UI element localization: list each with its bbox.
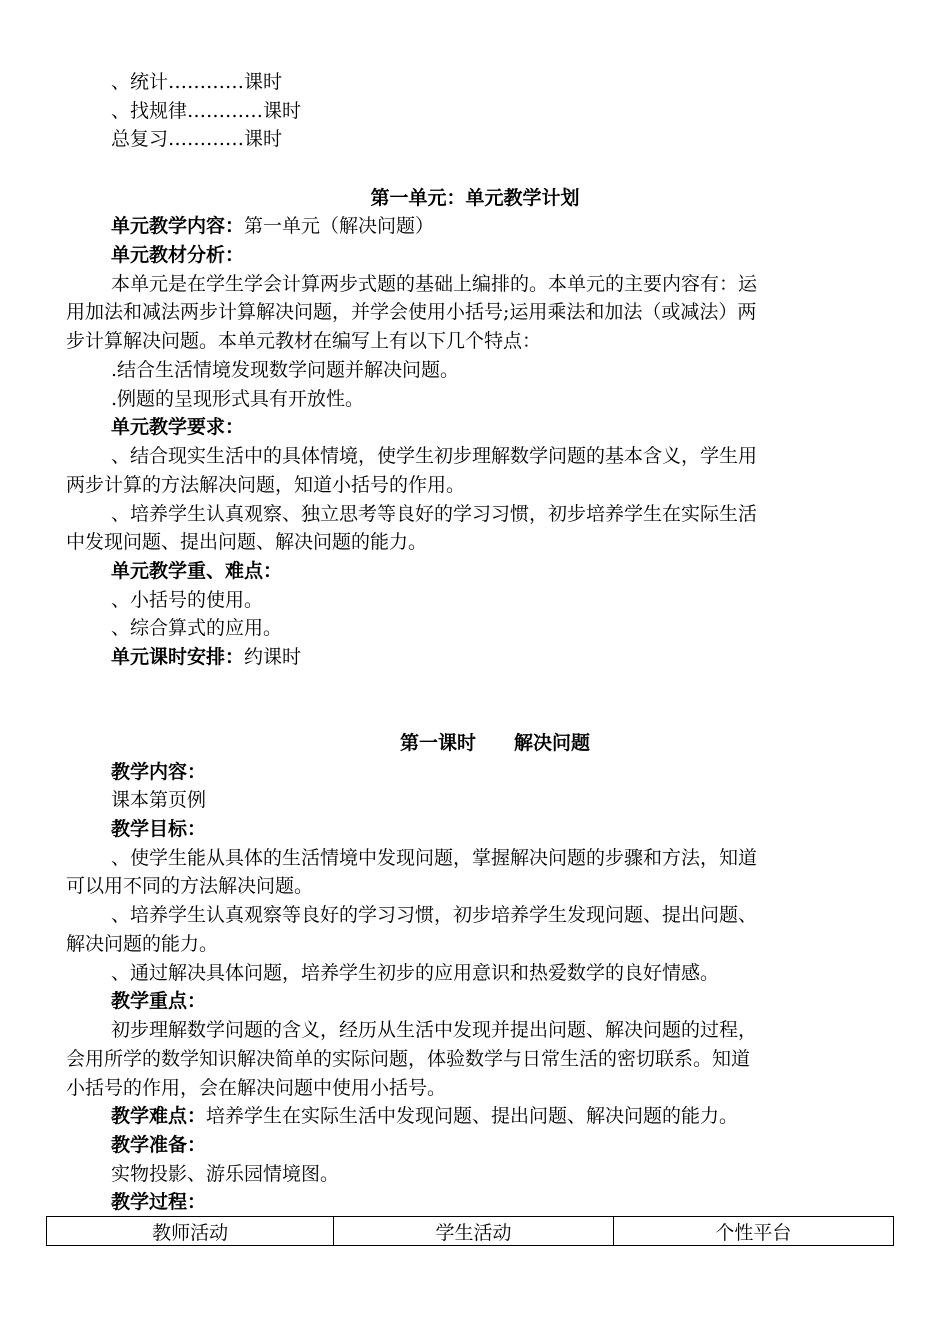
unit-schedule-label: 单元课时安排： <box>111 646 245 668</box>
requirement-line: 、结合现实生活中的具体情境，使学生初步理解数学问题的基本含义，学生用 <box>111 445 758 467</box>
table-header-cell: 学生活动 <box>334 1217 613 1246</box>
unit-plan-title: 第一单元：单元教学计划 <box>370 187 580 209</box>
unit-content-row <box>111 212 871 241</box>
key-item: 、小括号的使用。 <box>111 589 264 611</box>
lesson-title <box>0 729 950 758</box>
lesson-process-label: 教学过程： <box>111 1191 207 1213</box>
outline-item: 、统计…………课时 <box>111 71 283 93</box>
lesson-content-label: 教学内容： <box>111 761 207 783</box>
lesson-difficulty-label: 教学难点： <box>111 1105 207 1127</box>
table-header-cell: 教师活动 <box>47 1217 334 1246</box>
unit-schedule-value: 约课时 <box>244 646 302 668</box>
goal-line: 、培养学生认真观察等良好的学习习惯，初步培养学生发现问题、提出问题、 <box>111 904 758 926</box>
unit-content-value: 第一单元（解决问题） <box>244 215 435 237</box>
unit-analysis-label: 单元教材分析： <box>111 244 245 266</box>
analysis-line <box>66 298 874 327</box>
focus-line: 初步理解数学问题的含义，经历从生活中发现并提出问题、解决问题的过程， <box>111 1019 758 1041</box>
lesson-title-part: 解决问题 <box>514 732 591 754</box>
lesson-difficulty-row <box>111 1102 871 1131</box>
key-item: 、综合算式的应用。 <box>111 617 283 639</box>
focus-line: 小括号的作用，会在解决问题中使用小括号。 <box>66 1077 447 1099</box>
lesson-difficulty-value: 培养学生在实际生活中发现问题、提出问题、解决问题的能力。 <box>206 1105 739 1127</box>
lesson-content-value: 课本第页例 <box>111 789 207 811</box>
feature-item: .例题的呈现形式具有开放性。 <box>111 388 365 410</box>
focus-line: 会用所学的数学知识解决简单的实际问题，体验数学与日常生活的密切联系。知道 <box>66 1048 751 1070</box>
process-table <box>46 1216 894 1246</box>
lesson-title-part: 第一课时 <box>399 732 476 754</box>
goal-line: 可以用不同的方法解决问题。 <box>66 875 314 897</box>
unit-requirements-label: 单元教学要求： <box>111 416 245 438</box>
goal-line: 、通过解决具体问题，培养学生初步的应用意识和热爱数学的良好情感。 <box>111 962 720 984</box>
table-header-row <box>47 1217 894 1246</box>
unit-key-label: 单元教学重、难点： <box>111 560 283 582</box>
analysis-line <box>66 327 826 356</box>
outline-item: 总复习…………课时 <box>111 128 283 150</box>
requirement-line: 中发现问题、提出问题、解决问题的能力。 <box>66 531 428 553</box>
analysis-text: 用加法和减法两步计算解决问题，并学会使用小括号;运用乘法和加法（或减法）两 <box>66 301 757 323</box>
goal-line: 解决问题的能力。 <box>66 933 219 955</box>
unit-schedule-row <box>111 643 871 672</box>
goal-line: 、使学生能从具体的生活情境中发现问题，掌握解决问题的步骤和方法，知道 <box>111 847 758 869</box>
lesson-focus-label: 教学重点： <box>111 990 207 1012</box>
unit-content-label: 单元教学内容： <box>111 215 245 237</box>
lesson-prep-label: 教学准备： <box>111 1134 207 1156</box>
lesson-prep-value: 实物投影、游乐园情境图。 <box>111 1163 340 1185</box>
analysis-text: 步计算解决问题。本单元教材在编写上有以下几个特点： <box>66 330 542 352</box>
analysis-text: 本单元是在学生学会计算两步式题的基础上编排的。本单元的主要内容有：运 <box>111 273 758 295</box>
table-header-cell: 个性平台 <box>613 1217 893 1246</box>
analysis-line <box>111 270 871 299</box>
outline-item: 、找规律…………课时 <box>111 100 302 122</box>
lesson-goals-label: 教学目标： <box>111 818 207 840</box>
requirement-line: 两步计算的方法解决问题，知道小括号的作用。 <box>66 474 466 496</box>
feature-item: .结合生活情境发现数学问题并解决问题。 <box>111 359 460 381</box>
requirement-line: 、培养学生认真观察、独立思考等良好的学习习惯，初步培养学生在实际生活 <box>111 503 758 525</box>
